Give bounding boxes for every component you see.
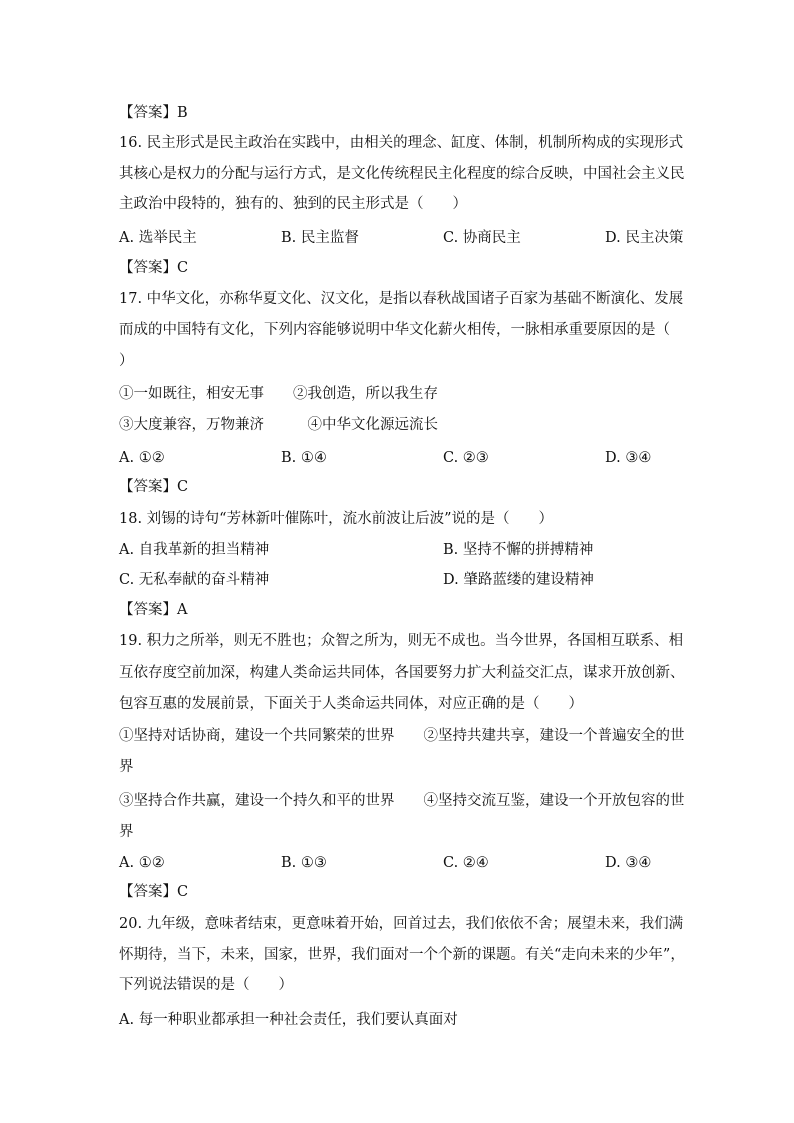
answer-17: 【答案】C bbox=[119, 479, 189, 495]
answer-18: 【答案】A bbox=[119, 602, 188, 618]
question-19-line-2: 互依存度空前加深，构建人类命运共同体，各国要努力扩大利益交汇点，谋求开放创新、 bbox=[119, 665, 685, 681]
answer-16: 【答案】C bbox=[119, 260, 189, 276]
question-19-statements-2: ③坚持合作共赢，建设一个持久和平的世界 ④坚持交流互鉴，建设一个开放包容的世 bbox=[119, 793, 685, 809]
question-20-line-1: 20. 九年级，意味者结束，更意味着开始，回首过去，我们依依不舍；展望未来，我们满 bbox=[119, 916, 684, 932]
option-c: C. ②④ bbox=[443, 855, 489, 871]
option-b: B. 坚持不懈的拼搏精神 bbox=[443, 542, 594, 558]
question-19-statements-2-cont: 界 bbox=[119, 824, 134, 840]
option-a: A. ①② bbox=[119, 450, 165, 466]
option-b: B. 民主监督 bbox=[281, 230, 359, 246]
answer-19: 【答案】C bbox=[119, 884, 189, 900]
option-c: C. 协商民主 bbox=[443, 230, 521, 246]
question-17-line-2: 而成的中国特有文化，下列内容能够说明中华文化薪火相传，一脉相承重要原因的是（ bbox=[119, 322, 670, 338]
option-c: C. ②③ bbox=[443, 450, 489, 466]
question-18-line-1: 18. 刘锡的诗句“芳林新叶催陈叶，流水前波让后波”说的是（ ） bbox=[119, 511, 553, 527]
question-20-option-a: A. 每一种职业都承担一种社会责任，我们要认真面对 bbox=[119, 1012, 458, 1028]
question-16-line-3: 主政治中段特的，独有的、独到的民主形式是（ ） bbox=[119, 196, 467, 212]
question-19-statements-1-cont: 界 bbox=[119, 759, 134, 775]
question-19-options bbox=[119, 853, 679, 873]
question-17-line-1: 17. 中华文化，亦称华夏文化、汉文化，是指以春秋战国诸子百家为基础不断演化、发展 bbox=[119, 291, 684, 307]
question-17-options bbox=[119, 448, 679, 468]
question-18-options-row-2 bbox=[119, 570, 679, 590]
question-18-options-row-1 bbox=[119, 540, 679, 560]
option-b: B. ①④ bbox=[281, 450, 327, 466]
question-20-line-3: 下列说法错误的是（ ） bbox=[119, 977, 293, 993]
question-17-statements-2: ③大度兼容，万物兼济 ④中华文化源远流长 bbox=[119, 417, 438, 433]
question-16-line-2: 其核心是权力的分配与运行方式，是文化传统程民主化程度的综合反映，中国社会主义民 bbox=[119, 166, 685, 182]
question-16-options bbox=[119, 228, 684, 248]
question-17-line-3: ） bbox=[119, 353, 134, 369]
option-c: C. 无私奉献的奋斗精神 bbox=[119, 572, 270, 588]
question-19-line-3: 包容互惠的发展前景，下面关于人类命运共同体，对应正确的是（ ） bbox=[119, 696, 583, 712]
option-d: D. 肇路蓝缕的建设精神 bbox=[443, 572, 594, 588]
option-d: D. 民主决策 bbox=[605, 230, 684, 246]
answer-15: 【答案】B bbox=[119, 105, 188, 121]
option-a: A. 自我革新的担当精神 bbox=[119, 542, 270, 558]
question-16-line-1: 16. 民主形式是民主政治在实践中，由相关的理念、缸度、体制，机制所构成的实现形式 bbox=[119, 135, 684, 151]
option-d: D. ③④ bbox=[605, 450, 652, 466]
option-a: A. 选举民主 bbox=[119, 230, 197, 246]
option-d: D. ③④ bbox=[605, 855, 652, 871]
question-17-statements-1: ①一如既往，相安无事 ②我创造，所以我生存 bbox=[119, 386, 438, 402]
question-19-statements-1: ①坚持对话协商，建设一个共同繁荣的世界 ②坚持共建共享，建设一个普遍安全的世 bbox=[119, 728, 685, 744]
question-20-line-2: 怀期待，当下，未来，国家，世界，我们面对一个个新的课题。有关“走向未来的少年”， bbox=[119, 947, 685, 963]
question-19-line-1: 19. 积力之所举，则无不胜也；众智之所为，则无不成也。当今世界，各国相互联系、相 bbox=[119, 633, 684, 649]
option-b: B. ①③ bbox=[281, 855, 327, 871]
option-a: A. ①② bbox=[119, 855, 165, 871]
